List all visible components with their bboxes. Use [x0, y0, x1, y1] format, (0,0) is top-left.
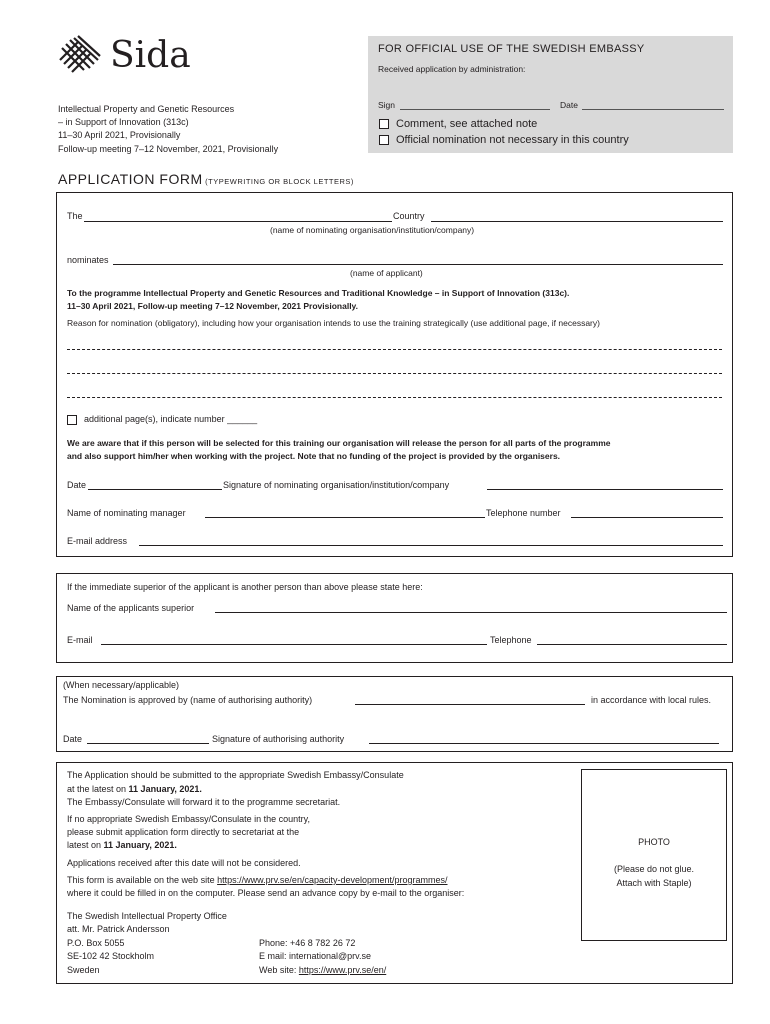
website-prefix: Web site:: [259, 965, 299, 975]
authority-date-field[interactable]: [87, 743, 209, 744]
official-nomination-label: Official nomination not necessary in this country: [396, 134, 629, 146]
superior-email-label: E-mail: [67, 635, 93, 645]
country-field[interactable]: [431, 221, 723, 222]
organisation-field[interactable]: [84, 221, 392, 222]
when-applicable: (When necessary/applicable): [63, 680, 180, 690]
submission-section: [56, 762, 733, 984]
noembassy-line-2: please submit application form directly to secretariat at the: [67, 827, 300, 837]
aware-line-1: We are aware that if this person will be selected for this training our organisation will release the person for all parts of the programme: [67, 438, 611, 448]
sida-logo-text: Sida: [110, 35, 191, 76]
header-line-3: 11–30 April 2021, Provisionally: [58, 130, 181, 140]
official-sign-label: Sign: [378, 100, 396, 110]
aware-line-2: and also support him/her when working with the project. Note that no funding of the project is provided by the organisers.: [67, 451, 561, 461]
noembassy-line-3: latest on 11 January, 2021.: [67, 840, 177, 850]
telephone-number-field[interactable]: [571, 517, 723, 518]
submit-line-3: The Embassy/Consulate will forward it to the programme secretariat.: [67, 797, 341, 807]
date-label: Date: [67, 480, 87, 490]
superior-section: [56, 573, 733, 663]
authority-signature-field[interactable]: [369, 743, 719, 744]
manager-field[interactable]: [205, 517, 485, 518]
phone-line: Phone: +46 8 782 26 72: [259, 938, 356, 948]
manager-label: Name of nominating manager: [67, 508, 186, 518]
superior-name-field[interactable]: [215, 612, 727, 613]
email-address-field[interactable]: [139, 545, 723, 546]
address-line-2: att. Mr. Patrick Andersson: [67, 924, 170, 934]
approved-label: The Nomination is approved by (name of authorising authority): [63, 695, 313, 705]
submit-line-1: The Application should be submitted to the appropriate Swedish Embassy/Consulate: [67, 770, 404, 780]
local-rules-label: in accordance with local rules.: [591, 695, 712, 705]
additional-pages-label: additional page(s), indicate number ______: [84, 414, 258, 424]
signature-label: Signature of nominating organisation/institution/company: [223, 480, 450, 490]
header-line-1: Intellectual Property and Genetic Resources: [58, 104, 235, 114]
superior-email-field[interactable]: [101, 644, 487, 645]
official-sign-line[interactable]: [400, 109, 550, 110]
authority-signature-label: Signature of authorising authority: [212, 734, 345, 744]
telephone-number-label: Telephone number: [486, 508, 561, 518]
additional-pages-checkbox[interactable]: [67, 415, 77, 425]
header-line-2: – in Support of Innovation (313c): [58, 117, 189, 127]
nominates-label: nominates: [67, 255, 109, 265]
photo-note-1: (Please do not glue.: [613, 864, 695, 874]
nomination-section: [56, 192, 733, 557]
authority-date-label: Date: [63, 734, 83, 744]
available-prefix: This form is available on the web site: [67, 875, 218, 885]
photo-box[interactable]: [581, 769, 727, 941]
programme-web-link[interactable]: https://www.prv.se/en/capacity-development/programmes/: [217, 875, 448, 885]
comment-label: Comment, see attached note: [396, 118, 538, 130]
signature-field[interactable]: [487, 489, 723, 490]
address-line-3: P.O. Box 5055: [67, 938, 125, 948]
programme-line-1: To the programme Intellectual Property and Genetic Resources and Traditional Knowledge – in Support of Innovation (313c).: [67, 288, 570, 298]
website-line: [259, 964, 386, 976]
superior-telephone-field[interactable]: [537, 644, 727, 645]
website-link[interactable]: https://www.prv.se/en/: [298, 965, 387, 975]
superior-intro: If the immediate superior of the applicant is another person than above please state here:: [67, 582, 423, 592]
noembassy-line-1: If no appropriate Swedish Embassy/Consulate in the country,: [67, 814, 310, 824]
address-line-4: SE-102 42 Stockholm: [67, 951, 155, 961]
form-title: [58, 171, 354, 190]
authority-field[interactable]: [355, 704, 585, 705]
address-line-5: Sweden: [67, 965, 100, 975]
authority-section: [56, 676, 733, 752]
official-received: Received application by administration:: [378, 64, 526, 74]
submit-line-2: at the latest on 11 January, 2021.: [67, 784, 202, 794]
applicant-field[interactable]: [113, 264, 723, 265]
country-label: Country: [393, 211, 425, 221]
the-label: The: [67, 211, 83, 221]
reason-label: Reason for nomination (obligatory), including how your organisation intends to use the training strategically (use additional page, if necessary): [67, 318, 600, 328]
available-line: [67, 874, 448, 886]
sida-logo-icon: [56, 34, 104, 78]
date-field[interactable]: [88, 489, 222, 490]
after-date-note: Applications received after this date will not be considered.: [67, 858, 301, 868]
official-nomination-checkbox[interactable]: [379, 135, 389, 145]
filled-line: where it could be filled in on the computer. Please send an advance copy by e-mail to the organiser:: [67, 888, 465, 898]
reason-line-3[interactable]: [67, 397, 722, 398]
superior-name-label: Name of the applicants superior: [67, 603, 195, 613]
organisation-caption: (name of nominating organisation/institution/company): [270, 225, 475, 235]
applicant-caption: (name of applicant): [350, 268, 423, 278]
programme-line-2: 11–30 April 2021, Follow-up meeting 7–12 November, 2021 Provisionally.: [67, 301, 359, 311]
superior-telephone-label: Telephone: [490, 635, 532, 645]
reason-line-2[interactable]: [67, 373, 722, 374]
photo-note-2: Attach with Staple): [616, 878, 692, 888]
address-line-1: The Swedish Intellectual Property Office: [67, 911, 227, 921]
header-line-4: Follow-up meeting 7–12 November, 2021, Provisionally: [58, 144, 279, 154]
official-use-box: [368, 36, 733, 153]
official-title: FOR OFFICIAL USE OF THE SWEDISH EMBASSY: [378, 43, 645, 55]
email-address-label: E-mail address: [67, 536, 128, 546]
form-title-sub: (TYPEWRITING OR BLOCK LETTERS): [205, 177, 354, 186]
photo-label: PHOTO: [638, 837, 670, 847]
comment-checkbox[interactable]: [379, 119, 389, 129]
official-date-label: Date: [560, 100, 578, 110]
form-title-main: APPLICATION FORM: [58, 171, 203, 187]
sida-logo: [56, 34, 206, 80]
email-line: E mail: international@prv.se: [259, 951, 372, 961]
official-date-line[interactable]: [582, 109, 724, 110]
reason-line-1[interactable]: [67, 349, 722, 350]
